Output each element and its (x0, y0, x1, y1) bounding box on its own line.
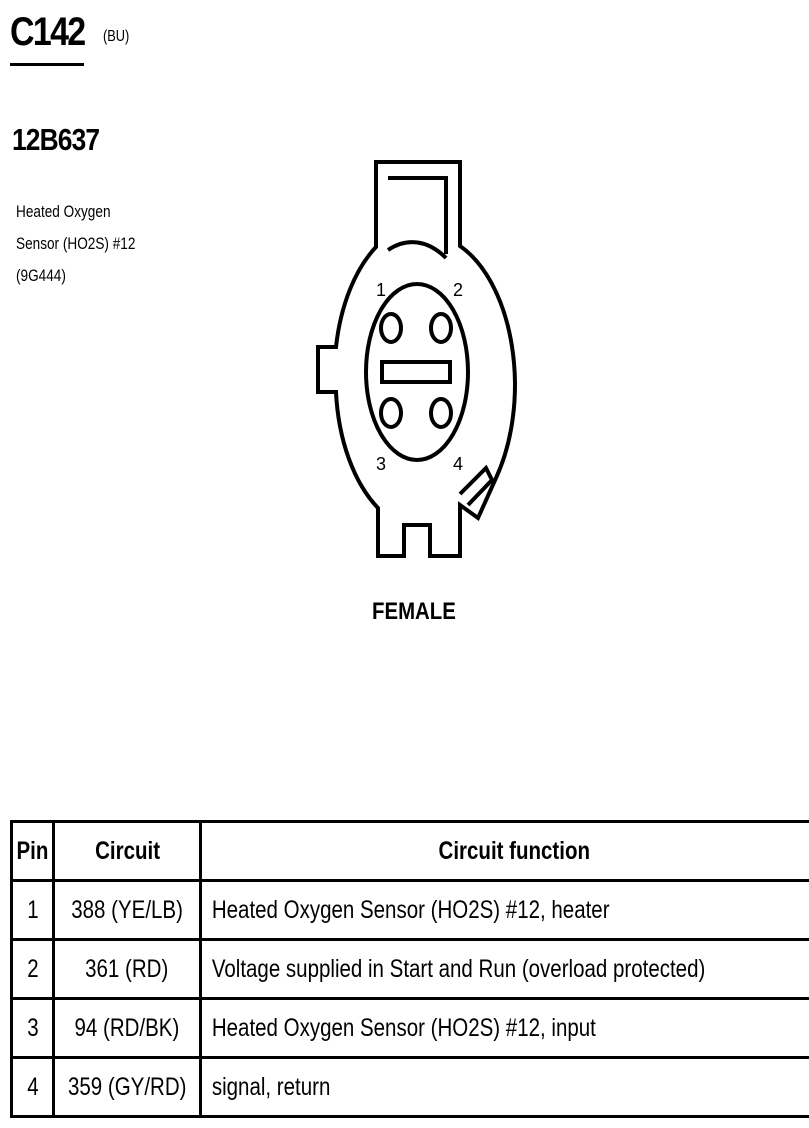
description-line: (9G444) (16, 266, 66, 285)
function-cell: Voltage supplied in Start and Run (overload protected) (201, 940, 809, 999)
pin-cell: 1 (12, 881, 54, 940)
pin-cavity-2 (431, 314, 451, 342)
function-cell: Heated Oxygen Sensor (HO2S) #12, input (201, 999, 809, 1058)
function-cell: Heated Oxygen Sensor (HO2S) #12, heater (201, 881, 809, 940)
pin-label-2: 2 (453, 280, 464, 300)
table-row (12, 1058, 809, 1117)
table-row (12, 999, 809, 1058)
table-header-row (12, 822, 809, 881)
pin-cavity-3 (381, 399, 401, 427)
connector-inner-rim (388, 242, 446, 258)
pin-label-3: 3 (376, 454, 387, 474)
circuit-cell: 94 (RD/BK) (53, 999, 200, 1058)
pin-cell: 4 (12, 1058, 54, 1117)
circuit-cell: 361 (RD) (53, 940, 200, 999)
circuit-cell: 388 (YE/LB) (53, 881, 200, 940)
pin-cell: 2 (12, 940, 54, 999)
connector-center-key (382, 362, 450, 382)
table-row (12, 940, 809, 999)
pin-cavity-4 (431, 399, 451, 427)
circuit-cell: 359 (GY/RD) (53, 1058, 200, 1117)
description-line: Sensor (HO2S) #12 (16, 234, 136, 253)
column-header-pin: Pin (12, 822, 54, 881)
connector-housing-outline (318, 162, 515, 556)
connector-code: C142 (10, 10, 85, 54)
connector-gender-label: FEMALE (372, 598, 456, 625)
column-header-function: Circuit function (201, 822, 809, 881)
pin-cavity-1 (381, 314, 401, 342)
part-number: 12B637 (12, 122, 100, 157)
table-row (12, 881, 809, 940)
pin-cell: 3 (12, 999, 54, 1058)
description-line: Heated Oxygen (16, 202, 111, 221)
connector-color: (BU) (103, 28, 130, 45)
pin-label-4: 4 (453, 454, 464, 474)
pin-label-1: 1 (376, 280, 387, 300)
function-cell: signal, return (201, 1058, 809, 1117)
column-header-circuit: Circuit (53, 822, 200, 881)
pin-table (10, 820, 809, 1118)
